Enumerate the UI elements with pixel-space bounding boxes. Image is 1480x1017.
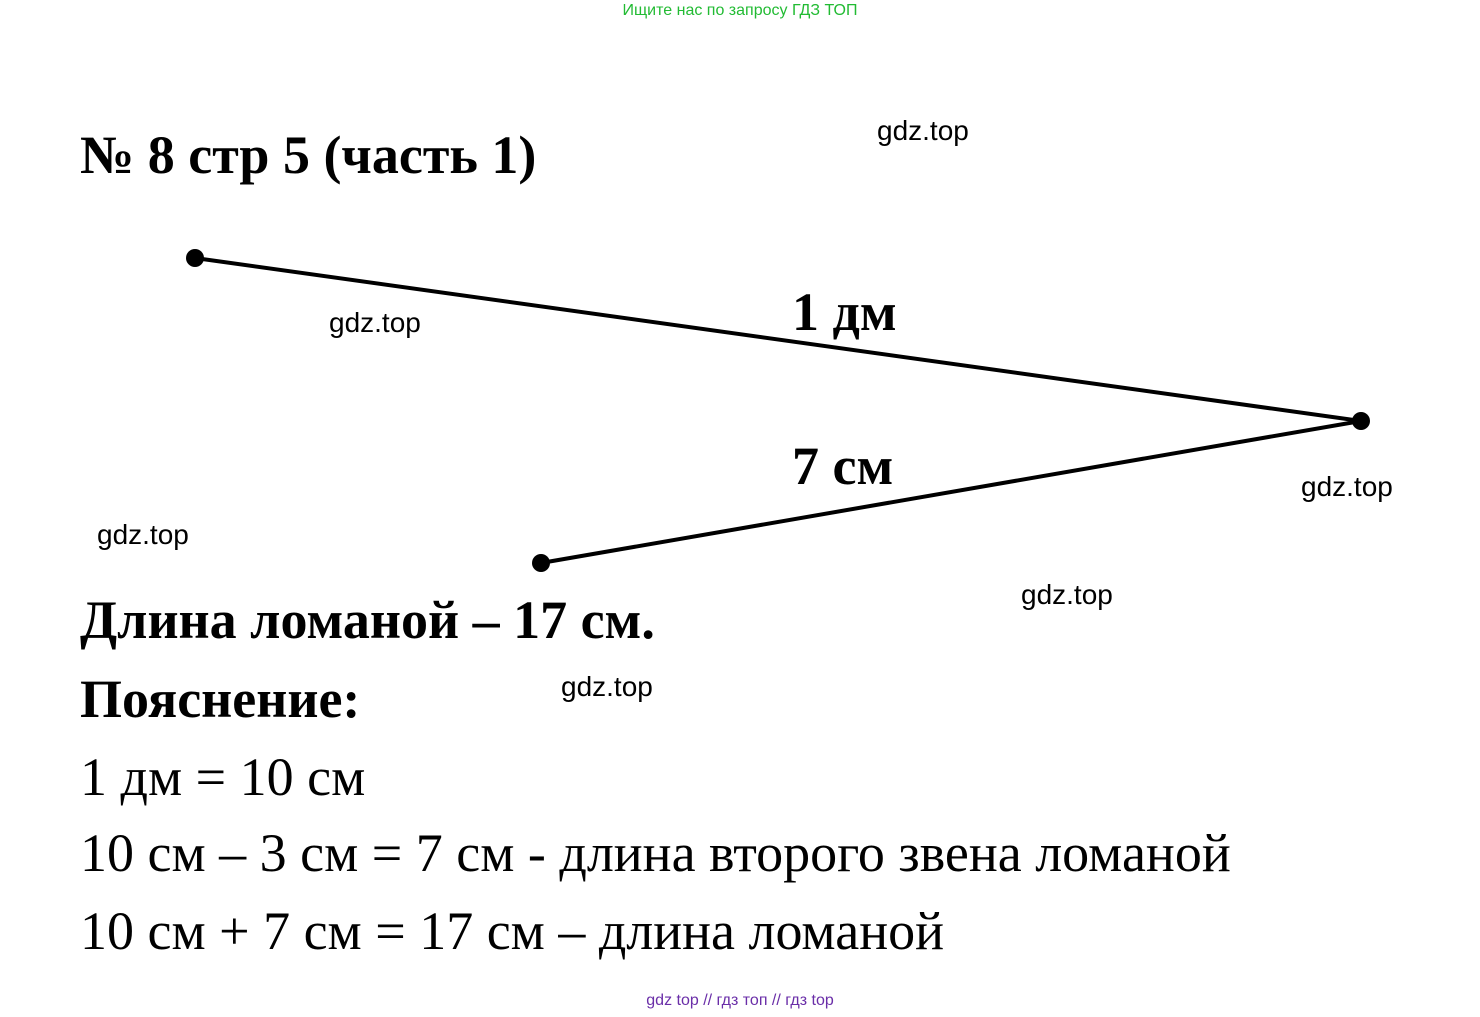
segment-1-line: [195, 258, 1361, 421]
vertex-point: [1352, 412, 1370, 430]
search-banner: Ищите нас по запросу ГДЗ ТОП: [622, 2, 858, 19]
watermark: gdz.top: [1301, 471, 1393, 502]
watermark: gdz.top: [561, 671, 653, 702]
vertex-point: [532, 554, 550, 572]
explanation-line: 10 см + 7 см = 17 см – длина ломаной: [80, 901, 944, 961]
watermark: gdz.top: [877, 115, 969, 146]
segment-2-label: 7 см: [792, 436, 894, 496]
page-title: № 8 стр 5 (часть 1): [80, 125, 537, 185]
footer-links[interactable]: gdz top // гдз топ // гдз top: [646, 992, 834, 1009]
watermark: gdz.top: [97, 519, 189, 550]
watermark: gdz.top: [329, 307, 421, 338]
watermark: gdz.top: [1021, 579, 1113, 610]
segment-2-line: [541, 421, 1361, 563]
vertex-point: [186, 249, 204, 267]
segment-1-label: 1 дм: [792, 282, 897, 342]
answer-text: Длина ломаной – 17 см.: [80, 590, 655, 650]
explanation-line: 10 см – 3 см = 7 см - длина второго звена ломаной: [80, 823, 1231, 883]
explanation-heading: Пояснение:: [80, 669, 361, 729]
explanation-line: 1 дм = 10 см: [80, 747, 366, 807]
